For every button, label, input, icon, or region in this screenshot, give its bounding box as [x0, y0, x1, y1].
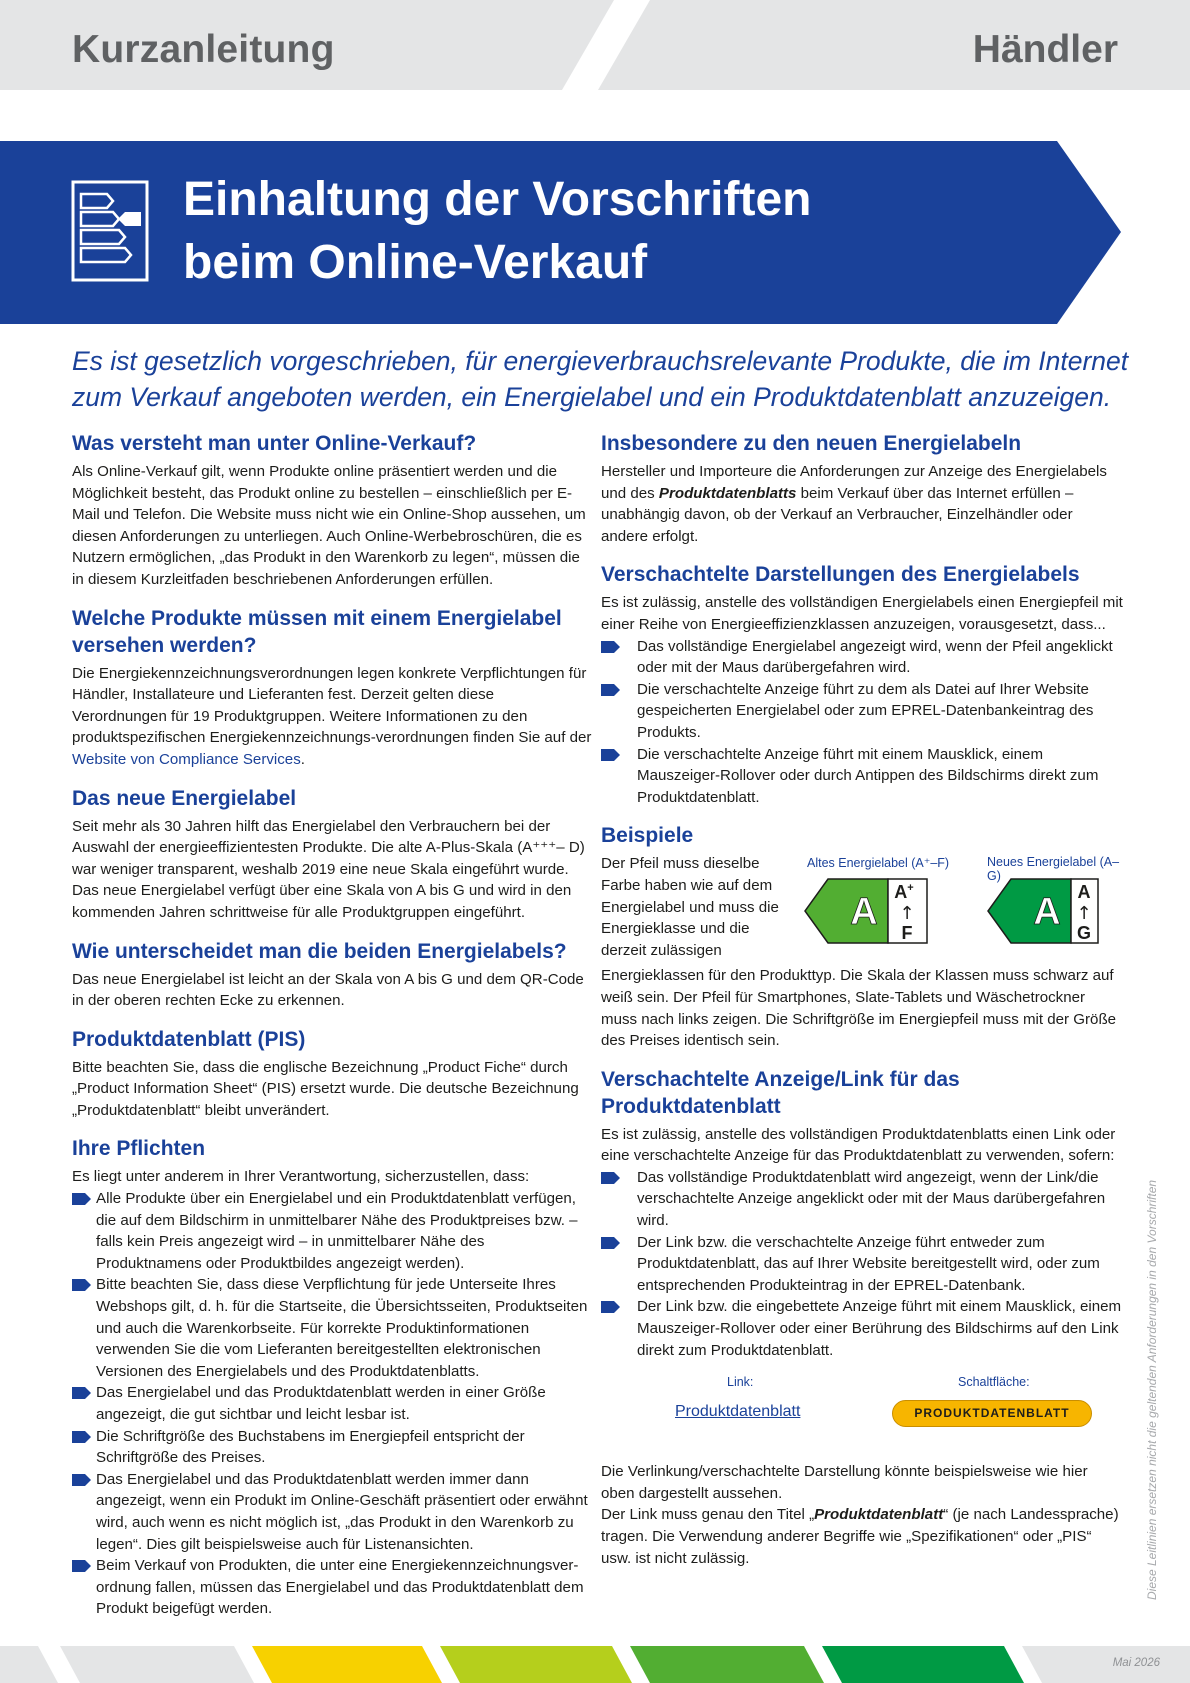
section-text-end: . [300, 750, 305, 768]
list-item [72, 1274, 592, 1382]
section-new-labels [601, 430, 1123, 547]
list-item [601, 1232, 1123, 1297]
list-item-text: Die verschachtelte Anzeige führt mit einem Mausklick, einem Mauszeiger-Rollover oder durch Antippen des Bildschirms direkt zum Produktdatenblatt. [637, 745, 1099, 806]
arrow-bullet-icon [72, 1387, 91, 1399]
arrow-bullet-icon [72, 1474, 91, 1486]
section-text-part: beim Verkauf über das Internet erfüllen – unabhängig davon, ob der Verkauf an Verbraucher, Einzelhändler oder andere erfolgt. [601, 484, 1074, 545]
list-item-text: Die verschachtelte Anzeige führt zu dem als Datei auf Ihrer Website gespeicherten Energielabel oder zum EPREL-Datenbankeintrag des Produkts. [637, 680, 1094, 741]
list-item [72, 1188, 592, 1274]
section-heading: Was versteht man unter Online-Verkauf? [72, 432, 477, 455]
footer-stripe [1022, 1646, 1190, 1683]
compliance-services-link[interactable]: Website von Compliance Services [72, 750, 301, 768]
arrow-bullet-icon [72, 1279, 91, 1291]
outro-part: Der Link muss genau den Titel „ [601, 1506, 815, 1524]
arrow-bullet-icon [601, 1237, 620, 1249]
list-item [601, 636, 1123, 679]
section-nested-label [601, 561, 1123, 808]
list-item [72, 1382, 592, 1425]
link-demo [601, 1375, 1123, 1447]
new-energy-arrow [987, 877, 1111, 945]
section-heading: Beispiele [601, 824, 694, 848]
examples-area [601, 853, 1123, 965]
list-item [601, 744, 1123, 809]
list-item-text: Beim Verkauf von Produkten, die unter eine Energiekennzeichnungsver-ordnung fallen, müssen das Energielabel und das Produktdatenblatt dem Produkt beigefügt werden. [96, 1557, 584, 1618]
new-scale-top: A [1077, 882, 1091, 903]
outro-text-2 [601, 1504, 1123, 1569]
section-duties [72, 1135, 592, 1619]
list-item [72, 1469, 592, 1555]
page-title-line-1: Einhaltung der Vorschriften [183, 173, 812, 226]
nested-link-list [601, 1167, 1123, 1361]
list-item-text: Alle Produkte über ein Energielabel und ein Produktdatenblatt verfügen, die auf dem Bildschirm in unmittelbarer Nähe des Produktpreises bzw. – falls kein Preis angezeigt wird – in unmittelbarer Nähe des Produktnamens oder Produktbildes angezeigt werden). [96, 1190, 578, 1272]
lead-paragraph: Es ist gesetzlich vorgeschrieben, für energieverbrauchsrelevante Produkte, die im Internet zum Verkauf angeboten werden, ein Energielabel und ein Produktdatenblatt anzuzeigen. [72, 346, 1129, 412]
side-disclaimer: Diese Leitlinien ersetzen nicht die geltenden Anforderungen in den Vorschriften [1145, 1179, 1159, 1600]
new-scale-bottom: G [1076, 923, 1092, 944]
list-item [601, 679, 1123, 744]
product-sheet-button[interactable]: PRODUKTDATENBLATT [892, 1400, 1092, 1427]
section-which-products [72, 605, 592, 771]
footer-stripe [630, 1646, 824, 1683]
page-title [183, 168, 812, 294]
list-item [72, 1426, 592, 1469]
old-scale-top-sup: + [907, 882, 914, 895]
footer-stripe [252, 1646, 442, 1683]
arrow-bullet-icon [601, 641, 620, 653]
section-heading: Verschachtelte Anzeige/Link für das Produktdatenblatt [601, 1067, 960, 1118]
section-examples [601, 822, 1123, 1051]
product-sheet-link[interactable]: Produktdatenblatt [675, 1403, 801, 1421]
arrow-bullet-icon [72, 1193, 91, 1205]
old-label-caption: Altes Energielabel (A⁺–F) [807, 856, 950, 871]
section-heading: Insbesondere zu den neuen Energielabeln [601, 432, 1022, 455]
section-intro: Es ist zulässig, anstelle des vollständigen Produktdatenblatts einen Link oder eine verschachtelte Anzeige für das Produktdatenblatt zu verwenden, sofern: [601, 1125, 1116, 1165]
list-item-text: Das vollständige Energielabel angezeigt wird, wenn der Pfeil angeklickt oder mit der Maus darübergefahren wird. [637, 637, 1113, 677]
link-caption: Link: [727, 1375, 754, 1390]
new-label-caption: Neues Energielabel (A–G) [987, 855, 1120, 884]
old-energy-arrow [804, 877, 928, 945]
footer-stripe [0, 1646, 58, 1683]
list-item [601, 1296, 1123, 1361]
nested-label-list [601, 636, 1123, 809]
section-online-sales [72, 430, 592, 591]
header-right-title: Händler [972, 28, 1118, 71]
new-arrow-class: A [1033, 891, 1061, 934]
section-text-part: Hersteller und Importeure die Anforderungen zur Anzeige des Energielabels und des [601, 463, 1107, 502]
arrow-bullet-icon [601, 1301, 620, 1313]
list-item [601, 1167, 1123, 1232]
list-item-text: Das vollständige Produktdatenblatt wird angezeigt, wenn der Link/die verschachtelte Anzeige angeklickt oder mit der Maus darübergefahren wird. [637, 1168, 1106, 1230]
section-text: Das neue Energielabel ist leicht an der Skala von A bis G und dem QR-Code in der oberen rechten Ecke zu erkennen. [72, 970, 584, 1010]
footer-stripe [60, 1646, 254, 1683]
section-heading: Produktdatenblatt (PIS) [72, 1027, 306, 1051]
arrow-bullet-icon [601, 749, 620, 761]
section-heading: Ihre Pflichten [72, 1137, 206, 1161]
section-intro: Es ist zulässig, anstelle des vollständigen Energielabels einen Energiepfeil mit einer Reihe von Energieeffizienzklassen anzuzeigen, vorausgesetzt, dass... [601, 594, 1123, 633]
right-column [601, 430, 1123, 1583]
section-text: Seit mehr als 30 Jahren hilft das Energielabel den Verbrauchern bei der Auswahl der energieeffizientesten Produkte. Die alte A-Plus-Skala (A⁺⁺⁺– D) war weniger transparent, weshalb 2019 eine neue Skala eingeführt wurde. Das neue Energielabel verfügt über eine Skala von A bis G und wird in den kommenden Jahren schrittweise für alle Produktgruppen eingeführt. [72, 817, 585, 921]
arrow-bullet-icon [72, 1431, 91, 1443]
list-item-text: Die Schriftgröße des Buchstabens im Energiepfeil entspricht der Schriftgröße des Preises. [96, 1427, 525, 1467]
list-item-text: Der Link bzw. die verschachtelte Anzeige führt entweder zum Produktdatenblatt, das auf Ihrer Website bereitgestellt wird, oder zum entsprechenden Produkteintrag in der EPREL-Datenbank. [637, 1233, 1100, 1294]
page-title-line-2: beim Online-Verkauf [183, 236, 648, 289]
footer-stripe [822, 1646, 1024, 1683]
section-nested-link [601, 1066, 1123, 1570]
footer-color-stripes [0, 1646, 1190, 1683]
list-item-text: Das Energielabel und das Produktdatenblatt werden in einer Größe angezeigt, die gut sichtbar und leicht lesbar ist. [96, 1384, 546, 1423]
old-arrow-class: A [850, 891, 878, 934]
footer-stripe [440, 1646, 632, 1683]
emphasis-product-sheet: Produktdatenblatt [814, 1506, 944, 1524]
outro-text-1: Die Verlinkung/verschachtelte Darstellung könnte beispielsweise wie hier oben dargestellt aussehen. [601, 1463, 1088, 1502]
list-item-text: Das Energielabel und das Produktdatenblatt werden immer dann angezeigt, wenn ein Produkt im Online-Geschäft präsentiert oder erwähnt wird, auch wenn es nicht möglich ist, „das Produkt in den Warenkorb zu legen“. Dies gilt beispielsweise auch für Listenansichten. [96, 1470, 588, 1553]
emphasis-product-sheet: Produktdatenblatts [658, 484, 797, 502]
arrow-bullet-icon [601, 684, 620, 696]
section-text [72, 663, 592, 771]
section-heading: Verschachtelte Darstellungen des Energielabels [601, 563, 1080, 587]
left-column [72, 430, 592, 1634]
section-product-sheet [72, 1026, 592, 1122]
section-differences [72, 938, 592, 1012]
examples-side-text: Der Pfeil muss dieselbe Farbe haben wie auf dem Energielabel und muss die Energieklasse und die derzeit zulässigen [601, 855, 779, 959]
list-item-text: Bitte beachten Sie, dass diese Verpflichtung für jede Unterseite Ihres Webshops gilt, d. h. für die Startseite, die Übersichtsseiten, Produktseiten und auch die Warenkorbseite. Für korrekte Produktinformationen verwenden Sie die vom Lieferanten bereitgestellten elektronischen Versionen des Energielabels und des Produktdatenblatts. [96, 1276, 588, 1380]
list-item [72, 1555, 592, 1620]
duties-list [72, 1188, 592, 1620]
section-text-body: Die Energiekennzeichnungsverordnungen legen konkrete Verpflichtungen für Händler, Installateure und Lieferanten fest. Derzeit gelten diese Verordnungen für 19 Produktgruppen. Weitere Informationen zu den produktspezifischen Energiekennzeichnungs-verordnungen finden Sie auf der [72, 664, 592, 747]
footer-date: Mai 2026 [1112, 1657, 1160, 1669]
examples-text: Energieklassen für den Produkttyp. Die Skala der Klassen muss schwarz auf weiß sein. Der Pfeil für Smartphones, Slate-Tablets und Wäschetrockner muss nach links zeigen. Die Schriftgröße im Energiepfeil muss mit der Größe des Preises identisch sein. [601, 967, 1117, 1050]
outro-part: “ (je nach Landessprache) tragen. Die Verwendung anderer Begriffe wie „Spezifikationen“ oder „PIS“ usw. ist nicht zulässig. [601, 1506, 1119, 1567]
section-text: Bitte beachten Sie, dass die englische Bezeichnung „Product Fiche“ durch „Product Information Sheet“ (PIS) ersetzt wurde. Die deutsche Bezeichnung „Produktdatenblatt“ bleibt unverändert. [72, 1058, 579, 1119]
arrow-bullet-icon [601, 1172, 620, 1184]
header-left-title: Kurzanleitung [72, 28, 335, 71]
section-text: Als Online-Verkauf gilt, wenn Produkte online präsentiert werden und die Möglichkeit besteht, das Produkt online zu bestellen – einschließlich per E-Mail und Telefon. Die Website muss nicht wie ein Online-Shop aussehen, um diesen Anforderungen zu unterliegen. Auch Online-Werbebroschüren, die es Nutzern ermöglichen, „das Produkt in den Warenkorb zu legen“, müssen die in diesem Kurzleitfaden beschriebenen Anforderungen erfüllen. [72, 463, 586, 588]
section-intro: Es liegt unter anderem in Ihrer Verantwortung, sicherzustellen, dass: [72, 1168, 530, 1186]
button-caption: Schaltfläche: [958, 1375, 1030, 1390]
section-heading: Das neue Energielabel [72, 786, 297, 810]
arrow-bullet-icon [72, 1560, 91, 1572]
section-heading: Welche Produkte müssen mit einem Energielabel versehen werden? [72, 606, 562, 657]
old-scale-arrow: ↑ [899, 903, 915, 925]
old-scale-bottom: F [901, 923, 913, 944]
section-heading: Wie unterscheidet man die beiden Energielabels? [72, 939, 567, 963]
section-new-label [72, 785, 592, 924]
old-scale-top: A [894, 882, 908, 903]
list-item-text: Der Link bzw. die eingebettete Anzeige führt mit einem Mausklick, einem Mauszeiger-Rollover oder einer Berührung des Bildschirms auf den Link direkt zum Produktdatenblatt. [637, 1298, 1122, 1359]
new-scale-arrow: ↑ [1076, 903, 1092, 925]
section-text [601, 461, 1123, 547]
energy-label-icon [71, 180, 149, 282]
